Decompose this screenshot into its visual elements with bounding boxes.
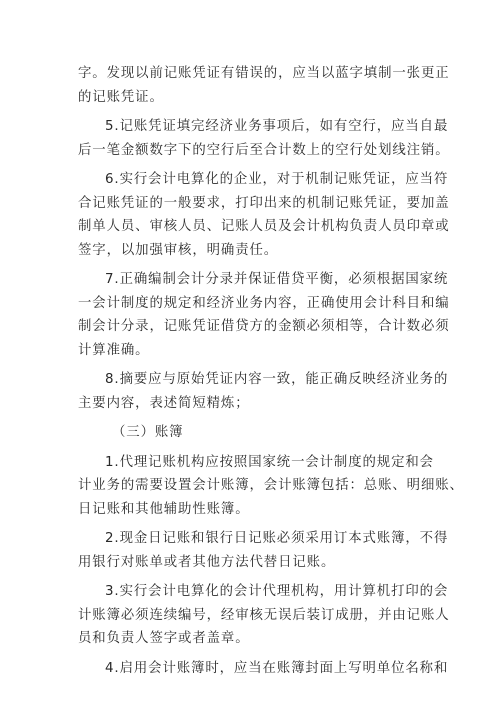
- text-line: 5.记账凭证填完经济业务事项后，如有空行，应当自最: [105, 118, 449, 134]
- text-line: 主要内容，表述简短精炼；: [78, 395, 250, 411]
- text-line: 制单人员、审核人员、记账人员及会计机构负责人员印章或: [78, 219, 450, 235]
- paragraph-ledger-3: [78, 580, 450, 651]
- text-line: 用银行对账单或者其他方法代替日记账。: [78, 554, 336, 570]
- text-line: 员和负责人签字或者盖章。: [78, 631, 250, 647]
- document-body: [78, 62, 464, 680]
- section-heading-ledger: [78, 421, 434, 445]
- text-line: 3.实行会计电算化的会计代理机构，用计算机打印的会: [105, 584, 449, 600]
- text-line: 1.代理记账机构应按照国家统一会计制度的规定和会: [105, 454, 434, 470]
- paragraph-continued: [78, 62, 450, 109]
- paragraph-item-5: [78, 115, 450, 162]
- text-line: 的记账凭证。: [78, 89, 164, 105]
- paragraph-item-6: [78, 168, 450, 262]
- paragraph-ledger-1: [78, 451, 464, 522]
- paragraph-ledger-4: [78, 657, 449, 681]
- text-line: 字。发现以前记账凭证有错误的，应当以蓝字填制一张更正: [78, 66, 450, 81]
- text-line: 制会计分录，记账凭证借贷方的金额必须相等，合计数必须: [78, 319, 450, 335]
- section-heading: （三）账簿: [112, 425, 184, 441]
- text-line: 合记账凭证的一般要求，打印出来的机制记账凭证，要加盖: [78, 195, 450, 211]
- text-line: 计账簿必须连续编号，经审核无误后装订成册，并由记账人: [78, 607, 450, 623]
- text-line: 2.现金日记账和银行日记账必须采用订本式账簿，不得: [105, 531, 449, 547]
- text-line: 后一笔金额数字下的空行后至合计数上的空行处划线注销。: [78, 142, 450, 158]
- text-line: 一会计制度的规定和经济业务内容，正确使用会计科目和编: [78, 295, 450, 311]
- text-line: 6.实行会计电算化的企业，对于机制记账凭证，应当符: [105, 171, 449, 187]
- text-line: 签字，以加强审核，明确责任。: [78, 242, 279, 258]
- text-line: 日记账和其他辅助性账簿。: [78, 501, 250, 517]
- text-line: 4.启用会计账簿时，应当在账簿封面上写明单位名称和: [105, 660, 449, 676]
- paragraph-item-8: [78, 368, 449, 415]
- paragraph-item-7: [78, 268, 450, 362]
- text-line: 计业务的需要设置会计账簿，会计账簿包括：总账、明细账、: [78, 478, 464, 494]
- paragraph-ledger-2: [78, 527, 449, 574]
- text-line: 计算准确。: [78, 342, 150, 358]
- text-line: 7.正确编制会计分录并保证借贷平衡，必须根据国家统: [105, 272, 449, 288]
- text-line: 8.摘要应与原始凭证内容一致，能正确反映经济业务的: [105, 372, 449, 388]
